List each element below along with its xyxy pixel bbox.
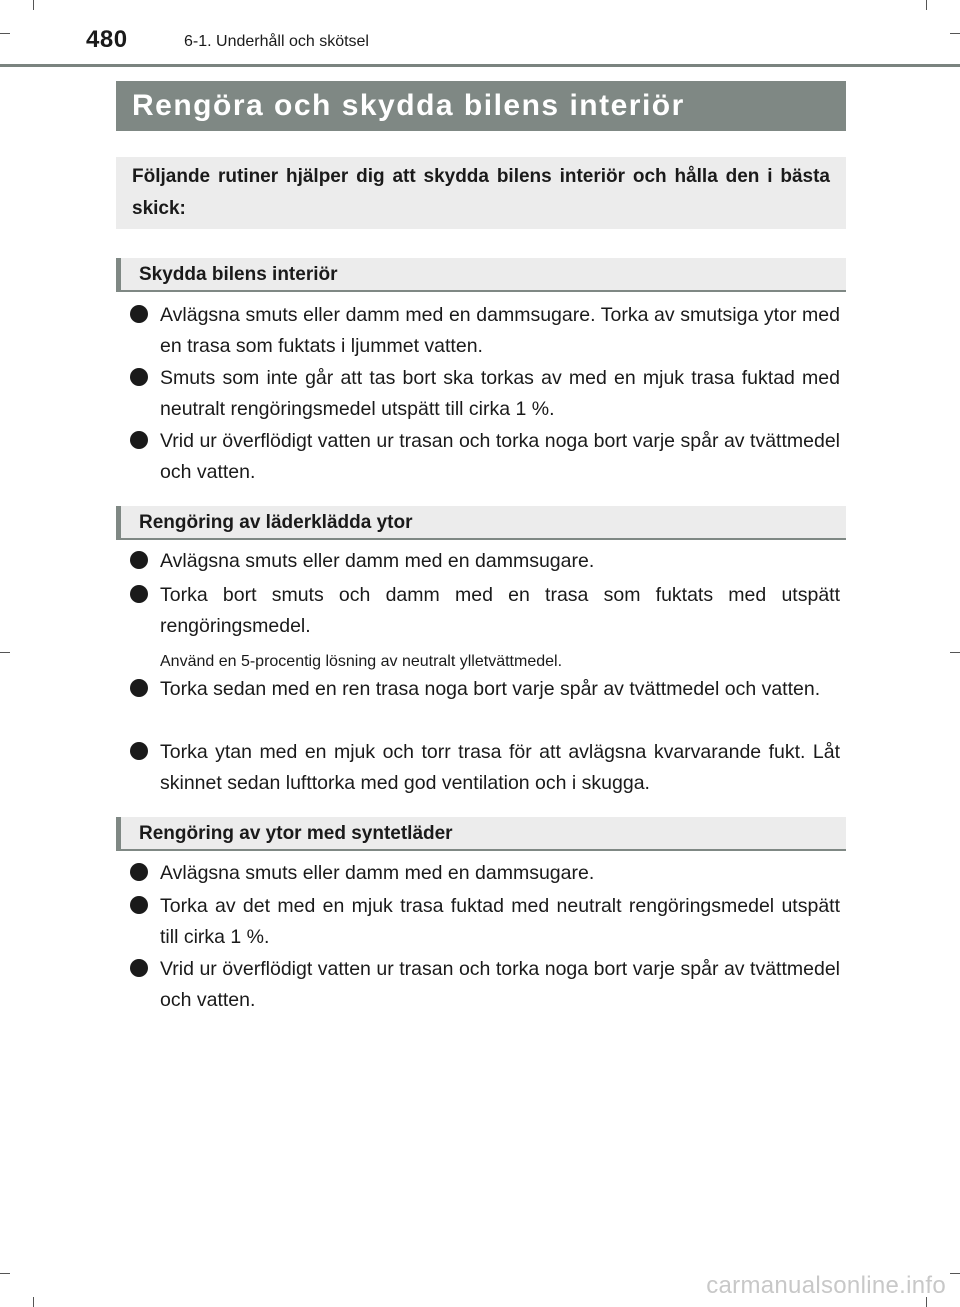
list-item <box>130 674 840 705</box>
list-item-text: Avlägsna smuts eller damm med en dammsugare. <box>160 550 595 572</box>
list-item <box>130 891 840 953</box>
list-item-text: Avlägsna smuts eller damm med en dammsugare. Torka av smutsiga ytor med en trasa som fuktats i ljummet vatten. <box>160 304 840 357</box>
crop-mark <box>0 1273 10 1274</box>
crop-mark <box>0 652 10 653</box>
list-item-text: Torka sedan med en ren trasa noga bort varje spår av tvättmedel och vatten. <box>160 678 821 700</box>
crop-mark <box>950 652 960 653</box>
page-number: 480 <box>86 26 128 53</box>
crop-mark <box>926 0 927 10</box>
bullet-dot-icon <box>130 585 148 603</box>
list-item <box>130 300 840 362</box>
list-item-text: Torka ytan med en mjuk och torr trasa för att avlägsna kvarvarande fukt. Låt skinnet sedan lufttorka med god ventilation och i skugga. <box>160 741 840 794</box>
header-divider <box>0 64 960 67</box>
crop-mark <box>33 1297 34 1307</box>
watermark: carmanualsonline.info <box>706 1272 946 1299</box>
bullet-dot-icon <box>130 368 148 386</box>
bullet-dot-icon <box>130 305 148 323</box>
bullet-dot-icon <box>130 742 148 760</box>
list-item <box>130 858 840 889</box>
list-item <box>130 426 840 488</box>
list-item-text: Torka bort smuts och damm med en trasa som fuktats med utspätt rengöringsmedel. <box>160 584 840 637</box>
bullet-dot-icon <box>130 863 148 881</box>
section-heading: Skydda bilens interiör <box>116 258 846 292</box>
list-item-text: Vrid ur överflödigt vatten ur trasan och torka noga bort varje spår av tvättmedel och vatten. <box>160 958 840 1011</box>
crop-mark <box>33 0 34 10</box>
list-item <box>130 954 840 1016</box>
bullet-dot-icon <box>130 431 148 449</box>
list-item-text: Smuts som inte går att tas bort ska torkas av med en mjuk trasa fuktad med neutralt rengöringsmedel utspätt till cirka 1 %. <box>160 367 840 420</box>
section-heading: Rengöring av ytor med syntetläder <box>116 817 846 851</box>
section-heading: Rengöring av läderklädda ytor <box>116 506 846 540</box>
list-item-text: Avlägsna smuts eller damm med en dammsugare. <box>160 862 595 884</box>
note-text: Använd en 5-procentig lösning av neutralt ylletvättmedel. <box>160 653 563 670</box>
bullet-dot-icon <box>130 959 148 977</box>
list-item <box>130 363 840 425</box>
crop-mark <box>950 1273 960 1274</box>
list-item <box>130 580 840 642</box>
intro-text: Följande rutiner hjälper dig att skydda bilens interiör och hålla den i bästa skick: <box>132 166 830 219</box>
bullet-dot-icon <box>130 896 148 914</box>
list-item-text: Vrid ur överflödigt vatten ur trasan och torka noga bort varje spår av tvättmedel och vatten. <box>160 430 840 483</box>
section-label: 6-1. Underhåll och skötsel <box>184 33 369 50</box>
bullet-dot-icon <box>130 679 148 697</box>
list-item <box>130 546 840 577</box>
intro-box <box>116 157 846 229</box>
list-item <box>130 737 840 799</box>
crop-mark <box>950 33 960 34</box>
bullet-dot-icon <box>130 551 148 569</box>
crop-mark <box>0 33 10 34</box>
list-item-text: Torka av det med en mjuk trasa fuktad med neutralt rengöringsmedel utspätt till cirka 1 %. <box>160 895 840 948</box>
page-title: Rengöra och skydda bilens interiör <box>116 81 846 131</box>
